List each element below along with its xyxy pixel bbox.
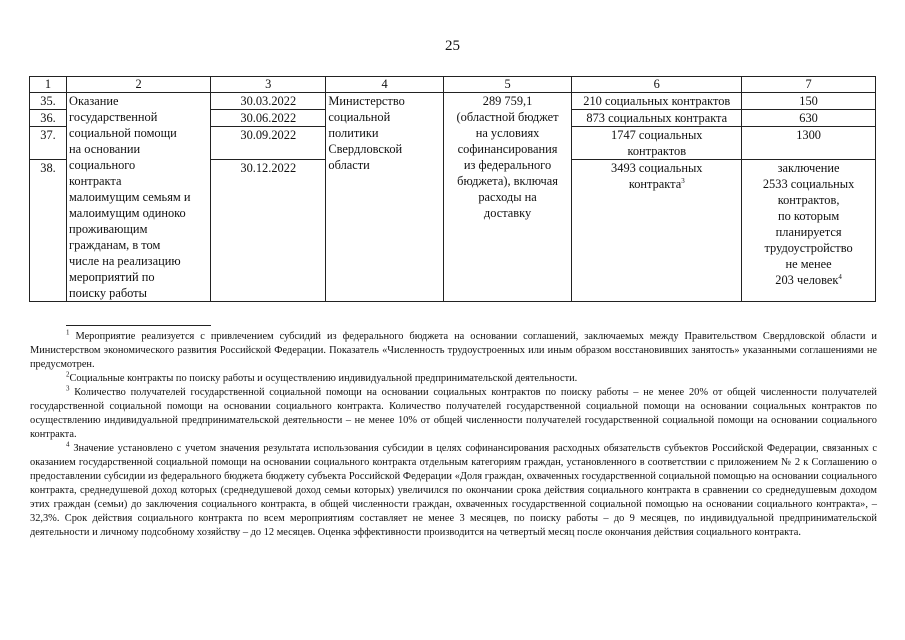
result-cell: 630 [742,110,876,127]
contracts-cell: 210 социальных контрактов [572,93,742,110]
measure-line: числе на реализацию [69,254,181,268]
measure-line: Оказание [69,94,119,108]
executor-cell [326,93,443,302]
footnote [30,442,877,540]
measure-line: на основании [69,142,141,156]
measures-table [29,76,876,302]
footnote-mark: 2 [66,370,70,379]
result-line: планируется [775,225,842,239]
footnote-ref: 4 [838,272,842,281]
contracts-line: 1747 социальных [611,128,703,142]
result-line: заключение [777,161,840,175]
table-header-row [30,77,876,93]
header-cell: 4 [326,77,443,93]
funding-line: расходы на [478,190,537,204]
page-number: 25 [445,38,460,54]
funding-line: из федерального [463,158,552,172]
footnote-mark: 3 [66,384,70,393]
footnote [30,386,877,442]
header-cell: 2 [67,77,211,93]
result-cell: 1300 [742,127,876,160]
row-number: 37. [30,127,67,160]
table-row [30,93,876,110]
date-cell: 30.12.2022 [211,160,326,302]
footnote-mark: 1 [66,328,70,337]
footnote-divider [66,325,211,326]
measure-line: мероприятий по [69,270,155,284]
funding-line: софинансирования [457,142,558,156]
header-cell: 5 [443,77,572,93]
measure-line: проживающим [69,222,148,236]
row-number: 35. [30,93,67,110]
contracts-cell [572,160,742,302]
result-line [744,272,873,288]
result-line: не менее [785,257,832,271]
footnote-text: Количество получателей государственной социальной помощи на основании социальных контрактов по поиску работы – не менее 20% от общей численности получателей государственной социальной помощи на основании социального контракта. Количество получателей государственной социальной помощи на основании социальных контрактов по осуществлению индивидуальной предпринимательской деятельности – не менее 10% от общей численности получателей государственной социальной помощи на основании социального контракта. [30,387,877,440]
footnote-text: Мероприятие реализуется с привлечением субсидий из федерального бюджета на основании соглашений, заключаемых между Правительством Свердловской области и Министерством экономического развития Российской Федерации. Показатель «Численность трудоустроенных или иным образом восстановивших занятость» указанными соглашениями не предусмотрен. [30,331,877,370]
footnote-text: Социальные контракты по поиску работы и осуществлению индивидуальной предпринимательской деятельности. [69,373,578,384]
contracts-line [574,176,739,192]
contracts-line: 3493 социальных [611,161,703,175]
funding-line: (областной бюджет [456,110,559,124]
result-line: трудоустройство [764,241,853,255]
header-cell: 1 [30,77,67,93]
funding-line: доставку [483,206,532,220]
funding-line: бюджета), включая [457,174,558,188]
contracts-line: контрактов [627,144,687,158]
header-cell: 3 [211,77,326,93]
footnote-text: Значение установлено с учетом значения результата использования субсидии в целях софинансирования расходных обязательств субъектов Российской Федерации, связанных с оказанием государственной социальной помощи на основании социального контракта отдельным категориям граждан, установленного в соответствии с приложением № 2 к Соглашению о предоставлении субсидии из федерального бюджета бюджету субъекта Российской Федерации «Доля граждан, охваченных государственной социальной помощью на основании социального контракта, среднедушевой доход которых (среднедушевой доход семьи которых) увеличился по окончании срока действия социального контракта в сравнении со среднедушевым доходом этих граждан (семьи) до заключения социального контракта, в общей численности граждан, охваченных государственной социальной помощью на основании социального контракта», – 32,3%. Срок действия социального контракта по всем мероприятиям составляет не менее 3 месяцев, по поиску работы – до 9 месяцев, по индивидуальной предпринимательской деятельности и личному подсобному хозяйству – до 12 месяцев. Оценка эффективности производится на четвертый месяц после окончания действия социального контракта. [30,443,877,538]
executor-line: социальной [328,110,391,124]
result-cell: 150 [742,93,876,110]
executor-line: Министерство [328,94,405,108]
measure-line: поиску работы [69,286,147,300]
executor-line: политики [328,126,379,140]
date-cell: 30.03.2022 [211,93,326,110]
funding-line: 289 759,1 [482,94,533,108]
result-line: по которым [778,209,840,223]
row-number: 36. [30,110,67,127]
date-cell: 30.09.2022 [211,127,326,160]
result-line: контрактов, [777,193,840,207]
footnote-mark: 4 [66,440,70,449]
contracts-cell [572,127,742,160]
header-cell: 6 [572,77,742,93]
footnotes [30,325,877,540]
result-line: 2533 социальных [762,177,855,191]
contracts-text: контракта [628,177,682,191]
result-text: 203 человек [775,273,839,287]
measure-line: малоимущим семьям и [69,190,191,204]
measure-line: социального [69,158,136,172]
measure-line: социальной помощи [69,126,177,140]
date-cell: 30.06.2022 [211,110,326,127]
executor-line: Свердловской [328,142,403,156]
measure-line: малоимущим одиноко [69,206,186,220]
row-number: 38. [30,160,67,302]
measure-line: контракта [69,174,122,188]
executor-line: области [328,158,370,172]
measure-line: государственной [69,110,158,124]
funding-cell [443,93,572,302]
measure-line: гражданам, в том [69,238,161,252]
footnote [30,330,877,372]
footnote [30,372,877,386]
header-cell: 7 [742,77,876,93]
measure-name-cell [67,93,211,302]
result-cell [742,160,876,302]
footnote-ref: 3 [681,176,685,185]
contracts-cell: 873 социальных контракта [572,110,742,127]
funding-line: на условиях [475,126,540,140]
